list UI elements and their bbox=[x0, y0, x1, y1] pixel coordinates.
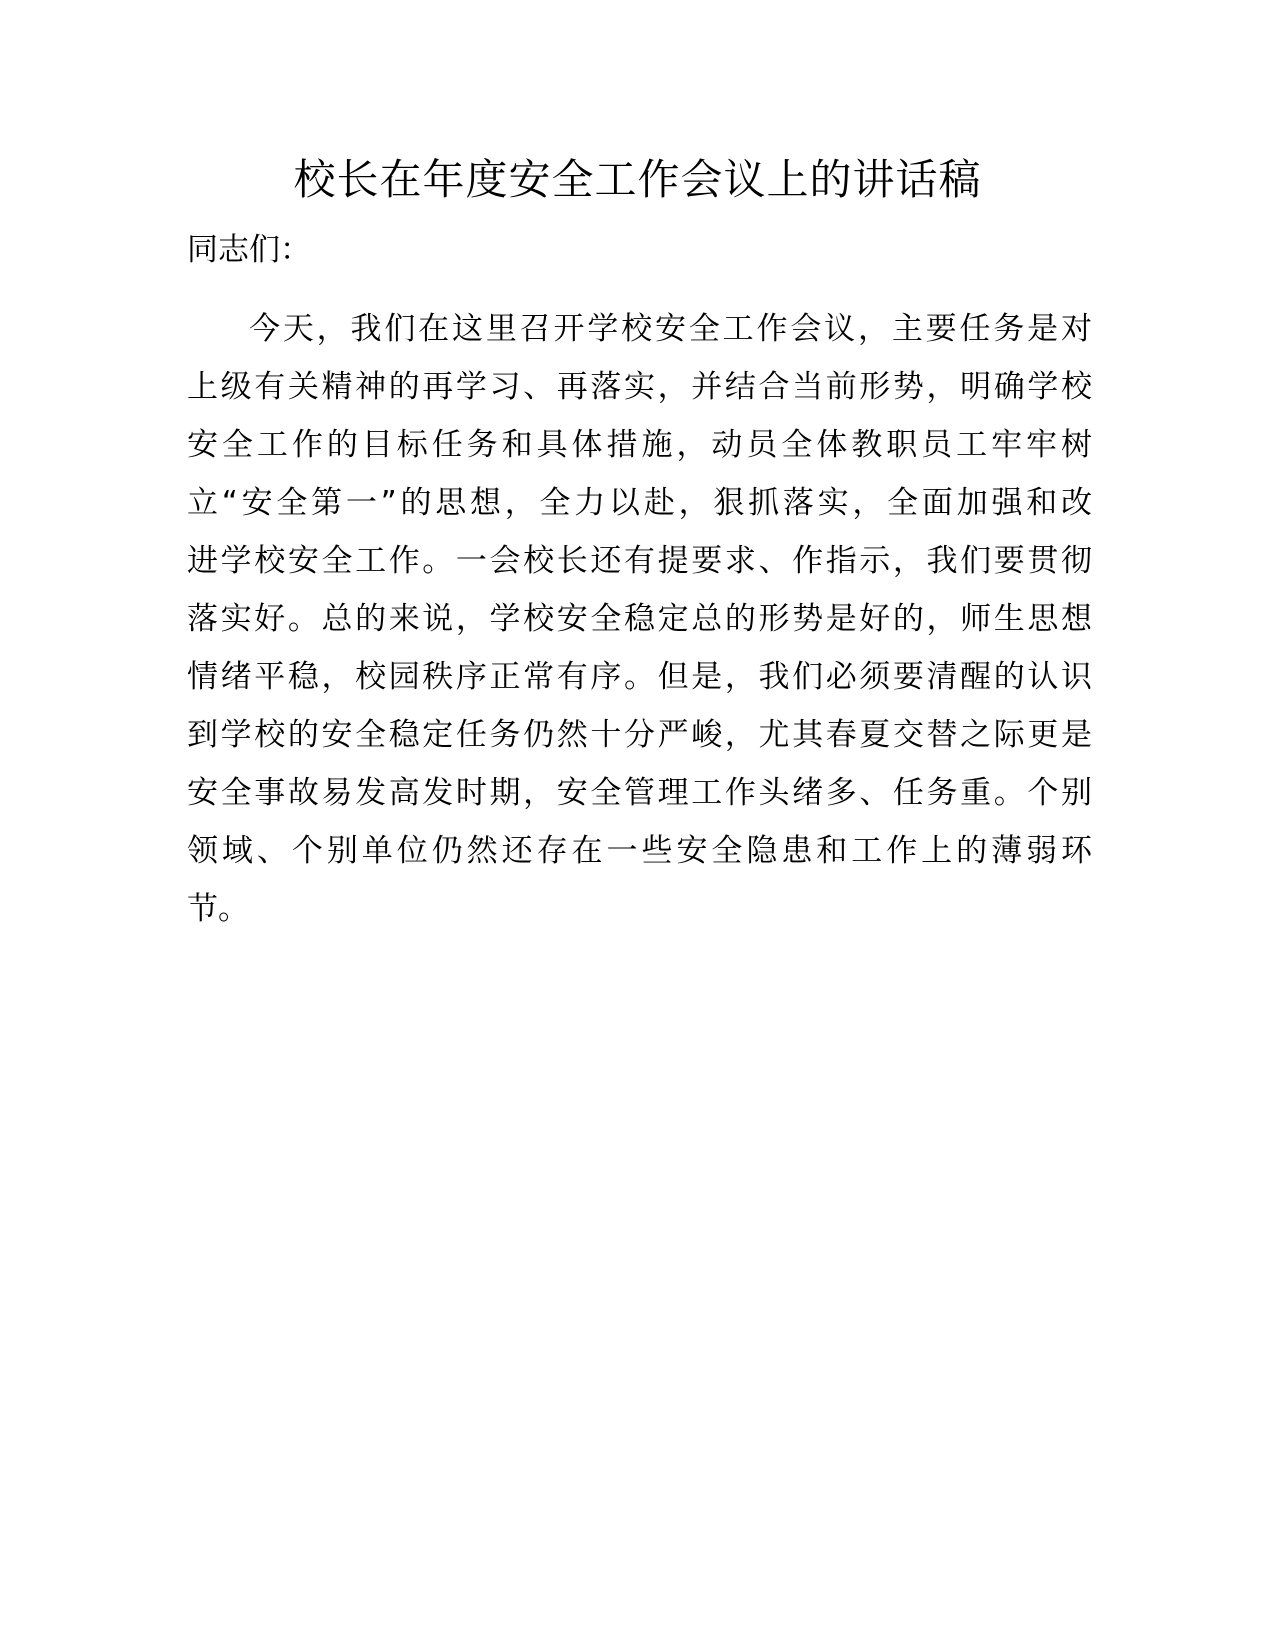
paragraph-line: 进学校安全工作。一会校长还有提要求、作指示，我们要贯彻 bbox=[187, 543, 1092, 579]
paragraph-line: 情绪平稳，校园秩序正常有序。但是，我们必须要清醒的认识 bbox=[187, 659, 1092, 695]
paragraph-line: 立“安全第一”的思想，全力以赴，狠抓落实，全面加强和改 bbox=[187, 485, 1092, 521]
paragraph-line: 领域、个别单位仍然还存在一些安全隐患和工作上的薄弱环 bbox=[187, 833, 1092, 869]
body-paragraph bbox=[187, 300, 1092, 938]
paragraph-line: 上级有关精神的再学习、再落实，并结合当前形势，明确学校 bbox=[187, 369, 1092, 405]
paragraph-line: 到学校的安全稳定任务仍然十分严峻，尤其春夏交替之际更是 bbox=[187, 717, 1092, 753]
paragraph-line: 安全工作的目标任务和具体措施，动员全体教职员工牢牢树 bbox=[187, 427, 1092, 463]
paragraph-line: 落实好。总的来说，学校安全稳定总的形势是好的，师生思想 bbox=[187, 601, 1092, 637]
paragraph-line: 安全事故易发高发时期，安全管理工作头绪多、任务重。个别 bbox=[187, 775, 1092, 811]
paragraph-line: 今天，我们在这里召开学校安全工作会议，主要任务是对 bbox=[249, 311, 1092, 347]
page-title: 校长在年度安全工作会议上的讲话稿 bbox=[293, 155, 982, 204]
salutation: 同志们： bbox=[187, 232, 311, 268]
paragraph-line: 节。 bbox=[187, 891, 249, 927]
